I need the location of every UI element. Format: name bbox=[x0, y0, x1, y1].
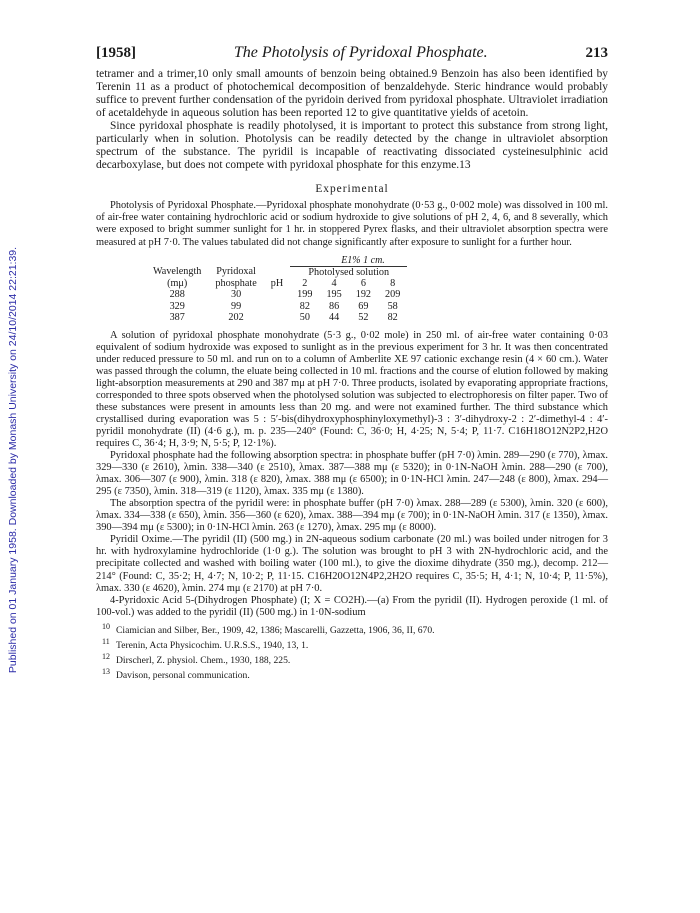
header-page-number: 213 bbox=[585, 45, 608, 61]
col-wavelength: Wavelength bbox=[153, 266, 202, 278]
table-row bbox=[146, 312, 407, 323]
table-header-row bbox=[146, 266, 407, 278]
cell-pyridoxal: 202 bbox=[228, 312, 244, 324]
header-title: The Photolysis of Pyridoxal Phosphate. bbox=[233, 44, 488, 61]
body-paragraph-2: Pyridoxal phosphate had the following absorption spectra: in phosphate buffer (pH 7·0) λmin. 289—290 (ε 770), λmax. 329—330 (ε 2610), λmin. 338—340 (ε 2510), λmax. 387—388 mμ (ε 5320); in 0·1N-NaOH λmin. 288—290 (ε 700), λmax. 306—307 (ε 900), λmin. 318 (ε 820), λmax. 388 mμ (ε 6500); in 0·1N-HCl λmin. 247—248 (ε 800), λmax. 294—295 (ε 7350), λmin. 318—319 (ε 1120), λmax. 335 mμ (ε 1380). bbox=[96, 450, 608, 498]
cell-value: 50 bbox=[299, 312, 310, 324]
cell-value: 69 bbox=[358, 300, 369, 312]
cell-value: 52 bbox=[358, 312, 369, 324]
body-paragraph-1: A solution of pyridoxal phosphate monohydrate (5·3 g., 0·02 mole) in 250 ml. of air-free water containing 0·03 equivalent of sodium hydroxide was exposed to sunlight as in the previous experiment for 3 hr. It was then concentrated under reduced pressure to 50 ml. and run on to a column of Amberlite XE 97 cationic exchange resin (4 × 60 cm.). Water was passed through the column, the eluate being collected in 10 ml. fractions and the course of elution followed by making light-absorption measurements at 290 and 387 mμ at pH 7·0. Three products, isolated by evaporating appropriate fractions, corresponded to three spots observed when the photolysed solution was subjected to electrophoresis on filter paper. Two of these substances were present in amounts less than 20 mg. and were not examined further. The third substance which crystallised during evaporation was 5 : 5′-bis(dihydroxyphosphinyloxymethyl)-3 : 3′-dihydroxy-2 : 2′-dimethyl-4 : 4′-pyridil monohydrate (II) (4·6 g.), m. p. 235—240° (Found: C, 36·0; H, 4·25; N, 5·4; P, 11·7. C16H18O12N2P2,H2O requires C, 36·4; H, 3·9; N, 5·5; P, 12·1%). bbox=[96, 329, 608, 450]
cell-value: 195 bbox=[326, 289, 342, 301]
ph-value: 6 bbox=[360, 277, 366, 289]
cell-wavelength: 387 bbox=[169, 312, 185, 324]
download-sidebar bbox=[6, 80, 20, 840]
col-ph: pH bbox=[270, 277, 284, 289]
experimental-intro: Photolysis of Pyridoxal Phosphate.—Pyridoxal phosphate monohydrate (0·53 g., 0·002 mole) was dissolved in 100 ml. of air-free water containing hydrochloric acid or sodium hydroxide to give solutions of pH 2, 4, 6, and 8 severally, which were exposed to bright summer sunlight for 1 hr. in stoppered Pyrex flasks, and their ultraviolet absorption spectra were measured at pH 7·0. The values tabulated did not change significantly after exposure to sunlight for a further hour. bbox=[96, 200, 608, 248]
header-year: [1958] bbox=[96, 45, 136, 61]
footnote: 10 Ciamician and Silber, Ber., 1909, 42, 1386; Mascarelli, Gazzetta, 1906, 36, II, 670. bbox=[102, 621, 435, 636]
ph-value: 4 bbox=[331, 277, 337, 289]
cell-value: 192 bbox=[355, 289, 372, 301]
ph-value: 8 bbox=[390, 277, 396, 289]
section-heading: Experimental bbox=[315, 183, 389, 196]
experimental-block bbox=[96, 200, 608, 618]
download-notice: Published on 01 January 1958. Downloaded by Monash University on 24/10/2014 22:21:39. bbox=[7, 246, 19, 674]
cell-value: 44 bbox=[329, 312, 340, 324]
cell-pyridoxal: 30 bbox=[230, 289, 242, 301]
absorption-table bbox=[146, 266, 407, 324]
footnote: 12 Dirscherl, Z. physiol. Chem., 1930, 188, 225. bbox=[102, 651, 291, 666]
body-paragraph-5: 4-Pyridoxic Acid 5-(Dihydrogen Phosphate) (I; X = CO2H).—(a) From the pyridil (II). Hydrogen peroxide (1 ml. of 100-vol.) was added to the pyridil (II) (500 mg.) in 1·0N-sodium bbox=[96, 594, 608, 618]
footnotes bbox=[96, 622, 608, 682]
body-paragraph-3: The absorption spectra of the pyridil were: in phosphate buffer (pH 7·0) λmax. 288—289 (ε 5300), λmin. 320 (ε 600), λmax. 334—338 (ε 650), λmin. 356—360 (ε 620), λmax. 388—394 mμ (ε 700); in 0·1N-NaOH λmin. 317 (ε 1350), λmax. 390—394 mμ (ε 5300); in 0·1N-HCl λmin. 263 (ε 1270), λmax. 295 mμ (ε 8000). bbox=[96, 498, 608, 534]
col-photolysed: Photolysed solution bbox=[290, 266, 407, 278]
table-row bbox=[146, 301, 407, 312]
footnote: 11 Terenin, Acta Physicochim. U.R.S.S., 1940, 13, 1. bbox=[102, 636, 309, 651]
body-paragraph-4: Pyridil Oxime.—The pyridil (II) (500 mg.) in 2N-aqueous sodium carbonate (20 ml.) was boiled under nitrogen for 3 hr. with hydroxylamine hydrochloride (1·0 g.). The solution was brought to pH 3 with 2N-hydrochloric acid, and the precipitate collected and washed with boiling water (100 ml.), to give the dioxime dihydrate (350 mg.), decomp. 212—214° (Found: C, 35·2; H, 4·7; N, 10·2; P, 11·15. C16H20O12N4P2,2H2O requires C, 35·5; H, 4·1; N, 10·4; P, 11·5%), λmax. 330 (ε 4620), λmin. 274 mμ (ε 2170) at pH 7·0. bbox=[96, 534, 608, 594]
running-header bbox=[96, 44, 608, 62]
cell-value: 82 bbox=[299, 300, 310, 312]
col-pyridoxal: Pyridoxal bbox=[216, 266, 256, 278]
paragraph-2: Since pyridoxal phosphate is readily photolysed, it is important to protect this substance from strong light, particularly when in solution. Photolysis can be readily detected by the change in ultraviolet absorption spectrum of the substance. The pyridil is incapable of reactivating dissociated cysteinesulphinic acid decarboxylase, but does not compete with pyridoxal phosphate for this enzyme.13 bbox=[96, 120, 608, 172]
col-wavelength-unit: (mμ) bbox=[167, 277, 188, 289]
paper-page bbox=[96, 44, 608, 682]
footnote: 13 Davison, personal communication. bbox=[102, 666, 250, 681]
table-e-header: E1% 1 cm. bbox=[341, 254, 385, 266]
col-pyridoxal-2: phosphate bbox=[215, 277, 257, 289]
ph-value: 2 bbox=[302, 277, 308, 289]
cell-value: 58 bbox=[387, 300, 398, 312]
paragraph-1: tetramer and a trimer,10 only small amounts of benzoin being obtained.9 Benzoin has also been identified by Terenin 11 as a product of photochemical decomposition of benzaldehyde. Steric hindrance would probably suffice to prevent further condensation of the pyridoin derived from pyridoxal phosphate. Ultraviolet irradiation of acetaldehyde in aqueous solution has been reported 12 to give quantitative yields of acetoin. bbox=[96, 68, 608, 120]
table-subheader-row bbox=[146, 278, 407, 289]
cell-wavelength: 288 bbox=[169, 289, 185, 301]
absorption-table-block bbox=[96, 255, 608, 324]
cell-value: 86 bbox=[329, 300, 340, 312]
cell-value: 82 bbox=[387, 312, 398, 324]
cell-value: 199 bbox=[297, 289, 313, 301]
table-row bbox=[146, 289, 407, 300]
cell-wavelength: 329 bbox=[169, 300, 185, 312]
cell-pyridoxal: 99 bbox=[230, 300, 242, 312]
cell-value: 209 bbox=[385, 289, 401, 301]
